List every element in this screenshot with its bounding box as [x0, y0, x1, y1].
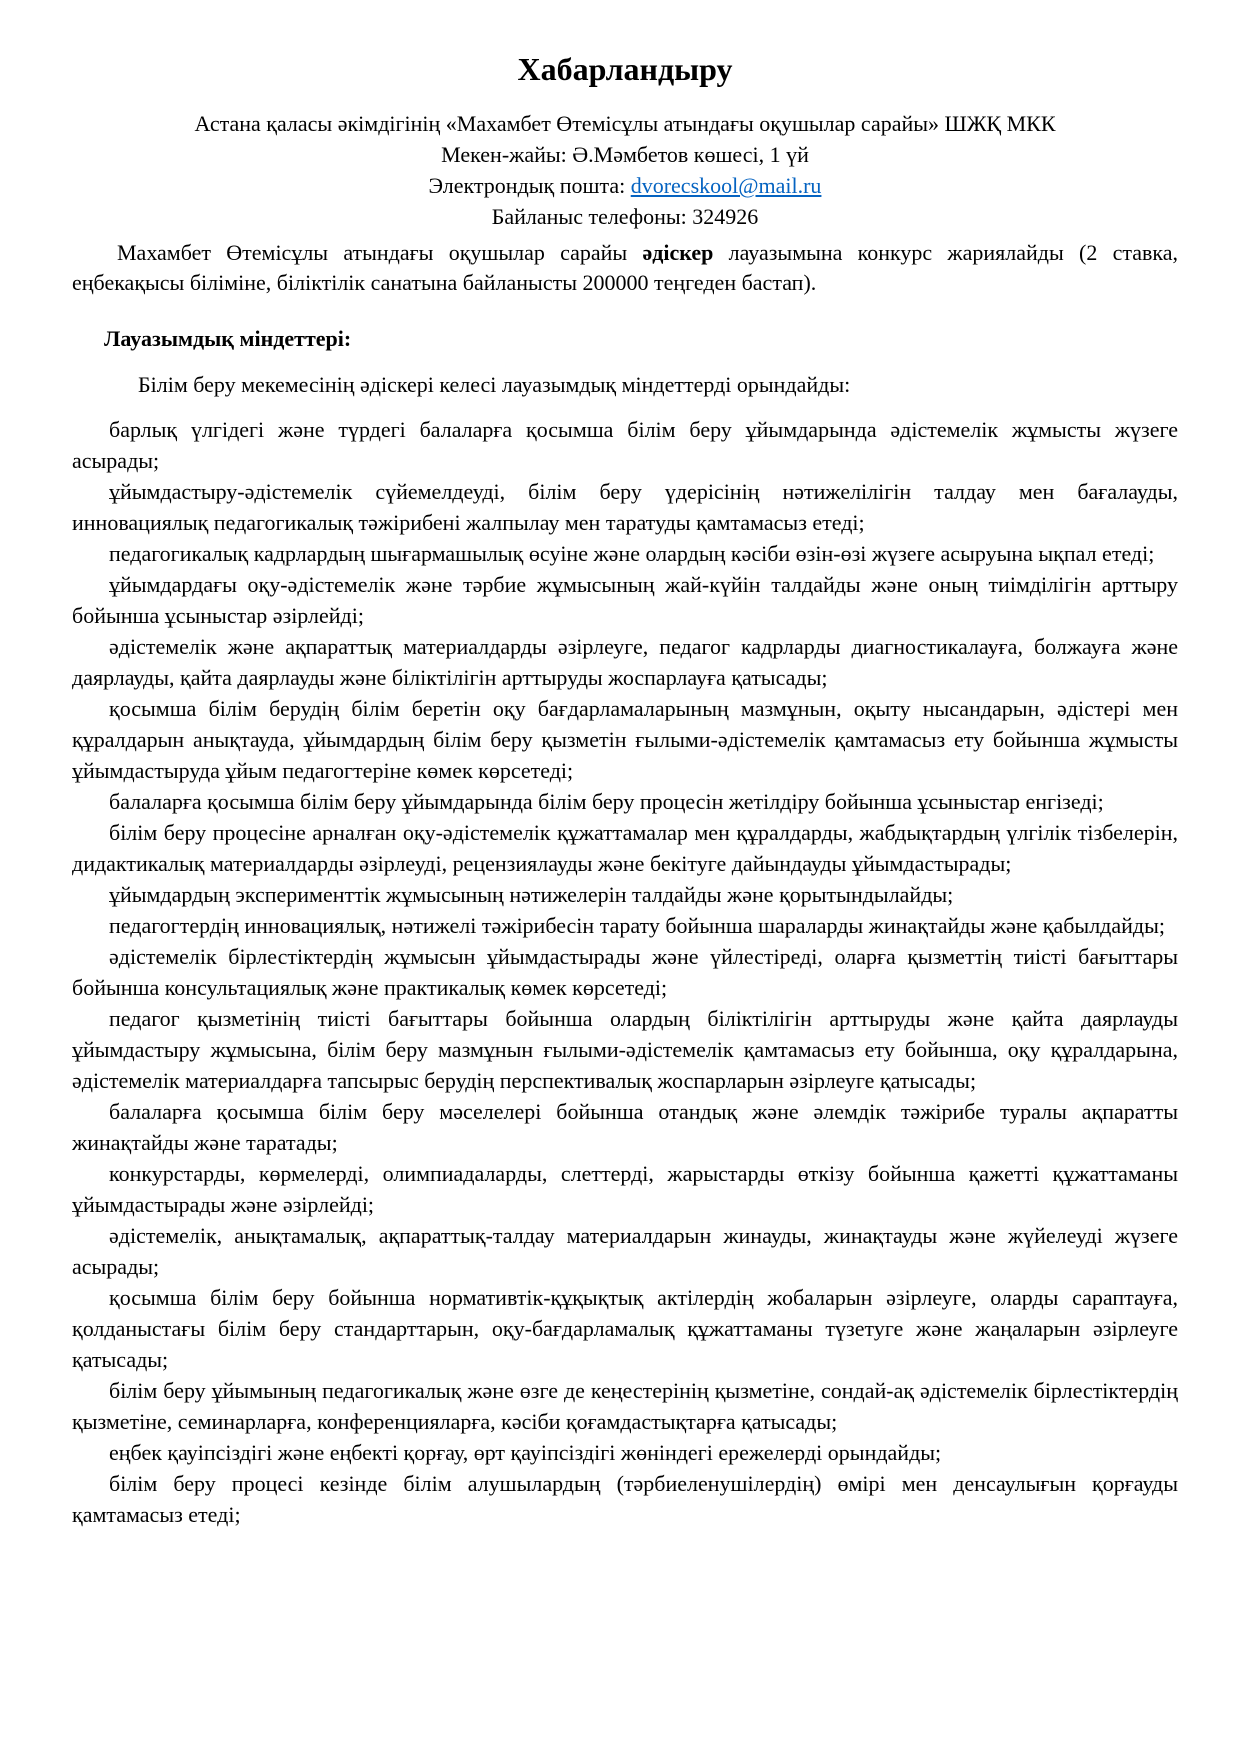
duty-paragraph: педагогтердің инновациялық, нәтижелі тәжірибесін тарату бойынша шараларды жинақтайды және қабылдайды; [109, 913, 1165, 938]
duty-paragraph: педагог қызметінің тиісті бағыттары бойынша олардың біліктілігін арттыруды және қайта даярлауды ұйымдастыру жұмысына, білім беру мазмұнын ғылыми-әдістемелік қамтамасыз ету бойынша, оқу құралдарына, әдістемелік материалдарға тапсырыс берудің перспективалық жоспарларын әзірлеуге қатысады; [72, 1006, 1178, 1093]
duty-paragraph: ұйымдастыру-әдістемелік сүйемелдеуді, білім беру үдерісінің нәтижелілігін талдау мен бағалауды, инновациялық педагогикалық тәжірибені жалпылау мен таратуды қамтамасыз етеді; [72, 479, 1178, 535]
duty-paragraph: конкурстарды, көрмелерді, олимпиадаларды, слеттерді, жарыстарды өткізу бойынша қажетті құжаттаманы ұйымдастырады және әзірлейді; [72, 1161, 1178, 1217]
organization-line: Астана қаласы әкімдігінің «Махамбет Өтемісұлы атындағы оқушылар сарайы» ШЖҚ МКК [194, 111, 1056, 136]
duty-paragraph: еңбек қауіпсіздігі және еңбекті қорғау, өрт қауіпсіздігі жөніндегі ережелерді орындайды; [109, 1440, 942, 1465]
address-line: Мекен-жайы: Ә.Мәмбетов көшесі, 1 үй [441, 142, 809, 167]
email-label: Электрондық пошта: [428, 173, 631, 198]
duty-paragraph: қосымша білім берудің білім беретін оқу бағдарламаларының мазмұнын, оқыту нысандарын, әдістері мен құралдарын анықтауда, ұйымдардың білім беру қызметін ғылыми-әдістемелік қамтамасыз ету бойынша жұмысты ұйымдастыруда ұйым педагогтеріне көмек көрсетеді; [72, 696, 1178, 783]
section-heading: Лауазымдық міндеттері: [104, 326, 352, 351]
duty-paragraph: балаларға қосымша білім беру мәселелері бойынша отандық және әлемдік тәжірибе туралы ақпаратты жинақтайды және таратады; [72, 1099, 1178, 1155]
duty-paragraph: білім беру ұйымының педагогикалық және өзге де кеңестерінің қызметіне, сондай-ақ әдістемелік бірлестіктердің қызметіне, семинарларға, конференцияларға, кәсіби қоғамдастықтарға қатысады; [72, 1378, 1178, 1434]
duties-lead: Білім беру мекемесінің әдіскері келесі лауазымдық міндеттерді орындайды: [138, 372, 851, 397]
duty-paragraph: ұйымдардың эксперименттік жұмысының нәтижелерін талдайды және қорытындылайды; [109, 882, 954, 907]
duty-paragraph: барлық үлгідегі және түрдегі балаларға қосымша білім беру ұйымдарында әдістемелік жұмысты жүзеге асырады; [72, 417, 1178, 473]
email-line [72, 170, 1178, 201]
duties-list [72, 414, 1178, 1530]
document-header [72, 108, 1178, 232]
intro-text-after: лауазымына конкурс жариялайды (2 ставка, еңбекақысы біліміне, біліктілік санатына байланысты 200000 теңгеден бастап). [72, 240, 1178, 295]
intro-paragraph [72, 238, 1178, 298]
duty-paragraph: педагогикалық кадрлардың шығармашылық өсуіне және олардың кәсіби өзін-өзі жүзеге асыруына ықпал етеді; [109, 541, 1155, 566]
page-title: Хабарландыру [517, 51, 733, 87]
duty-paragraph: әдістемелік және ақпараттық материалдарды әзірлеуге, педагог кадрларды диагностикалауға, болжауға және даярлауды, қайта даярлауды және біліктілігін арттыруды жоспарлауға қатысады; [72, 634, 1178, 690]
duty-paragraph: әдістемелік, анықтамалық, ақпараттық-талдау материалдарын жинауды, жинақтауды және жүйелеуді жүзеге асырады; [72, 1223, 1178, 1279]
duty-paragraph: қосымша білім беру бойынша нормативтік-құқықтық актілердің жобаларын әзірлеуге, оларды сараптауға, қолданыстағы білім беру стандарттарын, оқу-бағдарламалық құжаттаманы түзетуге және жаңаларын әзірлеуге қатысады; [72, 1285, 1178, 1372]
phone-line: Байланыс телефоны: 324926 [491, 204, 759, 229]
email-link[interactable]: dvorecskool@mail.ru [630, 173, 822, 198]
duty-paragraph: білім беру процесіне арналған оқу-әдістемелік құжаттамалар мен құралдарды, жабдықтардың үлгілік тізбелерін, дидактикалық материалдарды әзірлеуді, рецензиялауды және бекітуге дайындауды ұйымдастырады; [72, 820, 1178, 876]
position-title: әдіскер [642, 240, 714, 265]
intro-text-before: Махамбет Өтемісұлы атындағы оқушылар сарайы [117, 240, 643, 265]
duty-paragraph: әдістемелік бірлестіктердің жұмысын ұйымдастырады және үйлестіреді, оларға қызметтің тиісті бағыттары бойынша консультациялық және практикалық көмек көрсетеді; [72, 944, 1178, 1000]
duty-paragraph: ұйымдардағы оқу-әдістемелік және тәрбие жұмысының жай-күйін талдайды және оның тиімділігін арттыру бойынша ұсыныстар әзірлейді; [72, 572, 1178, 628]
duty-paragraph: балаларға қосымша білім беру ұйымдарында білім беру процесін жетілдіру бойынша ұсыныстар енгізеді; [109, 789, 1104, 814]
duty-paragraph: білім беру процесі кезінде білім алушылардың (тәрбиеленушілердің) өмірі мен денсаулығын қорғауды қамтамасыз етеді; [72, 1471, 1178, 1527]
